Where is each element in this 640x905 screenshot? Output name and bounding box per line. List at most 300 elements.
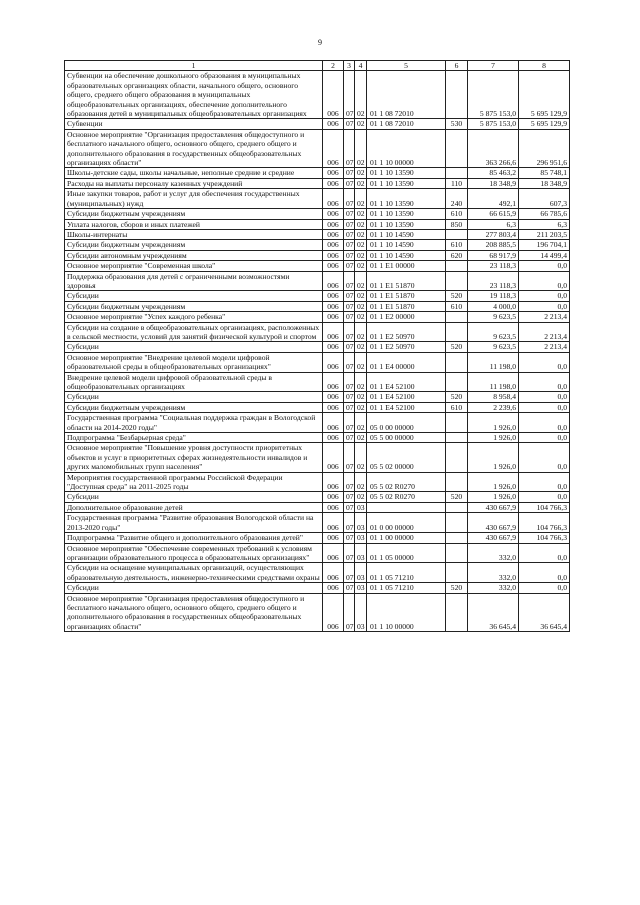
row-grbs-cell: 006 — [323, 219, 344, 229]
row-name-cell: Субвенции на обеспечение дошкольного образования в муниципальных образовательных организациях области, начального общего, основного общего, среднего общего образования в муниципальных общеобразовательных организациях, обеспечение дополнительного образования детей в муниципальных общеобразовательных организациях — [65, 71, 323, 119]
row-name-cell: Расходы на выплаты персоналу казенных учреждений — [65, 178, 323, 188]
row-name-cell: Субсидии автономным учреждениям — [65, 250, 323, 260]
row-amount-1-cell: 430 667,9 — [468, 533, 519, 543]
row-expense-type-cell — [446, 372, 468, 392]
row-target-article-cell: 01 1 E1 51870 — [367, 271, 446, 291]
row-expense-type-cell — [446, 513, 468, 533]
row-grbs-cell: 006 — [323, 322, 344, 342]
row-target-article-cell: 05 5 02 00000 — [367, 443, 446, 472]
row-amount-2-cell: 0,0 — [519, 543, 570, 563]
row-expense-type-cell — [446, 543, 468, 563]
row-grbs-cell: 006 — [323, 261, 344, 271]
row-name-cell: Поддержка образования для детей с ограниченными возможностями здоровья — [65, 271, 323, 291]
table-row — [65, 443, 570, 472]
row-section-cell: 07 — [344, 261, 355, 271]
row-target-article-cell: 01 1 10 14590 — [367, 240, 446, 250]
row-subsection-cell: 03 — [355, 593, 367, 632]
row-target-article-cell: 01 1 00 00000 — [367, 533, 446, 543]
row-amount-2-cell: 104 766,3 — [519, 533, 570, 543]
row-expense-type-cell: 520 — [446, 492, 468, 502]
row-target-article-cell: 01 0 00 00000 — [367, 513, 446, 533]
row-grbs-cell: 006 — [323, 129, 344, 168]
row-grbs-cell: 006 — [323, 502, 344, 512]
row-grbs-cell: 006 — [323, 119, 344, 129]
row-amount-1-cell: 68 917,9 — [468, 250, 519, 260]
table-row — [65, 189, 570, 209]
row-section-cell: 07 — [344, 593, 355, 632]
row-expense-type-cell: 610 — [446, 301, 468, 311]
row-name-cell: Субсидии — [65, 392, 323, 402]
row-subsection-cell: 02 — [355, 168, 367, 178]
row-expense-type-cell: 520 — [446, 583, 468, 593]
table-row — [65, 472, 570, 492]
row-amount-1-cell: 332,0 — [468, 563, 519, 583]
row-subsection-cell: 02 — [355, 443, 367, 472]
row-expense-type-cell — [446, 352, 468, 372]
row-amount-2-cell: 0,0 — [519, 563, 570, 583]
row-target-article-cell: 01 1 E1 51870 — [367, 301, 446, 311]
table-row — [65, 372, 570, 392]
row-expense-type-cell — [446, 71, 468, 119]
row-grbs-cell: 006 — [323, 543, 344, 563]
row-section-cell: 07 — [344, 402, 355, 412]
row-subsection-cell: 02 — [355, 433, 367, 443]
row-expense-type-cell — [446, 229, 468, 239]
row-target-article-cell: 01 1 E4 00000 — [367, 352, 446, 372]
row-amount-1-cell: 23 118,3 — [468, 271, 519, 291]
row-name-cell: Основное мероприятие "Внедрение целевой модели цифровой образовательной среды в общеобразовательных организациях" — [65, 352, 323, 372]
row-target-article-cell: 01 1 10 00000 — [367, 129, 446, 168]
row-amount-2-cell: 0,0 — [519, 492, 570, 502]
row-section-cell: 07 — [344, 271, 355, 291]
row-name-cell: Субсидии — [65, 492, 323, 502]
row-amount-1-cell: 9 623,5 — [468, 312, 519, 322]
row-expense-type-cell — [446, 443, 468, 472]
row-expense-type-cell: 240 — [446, 189, 468, 209]
row-section-cell: 07 — [344, 119, 355, 129]
row-amount-1-cell: 85 463,2 — [468, 168, 519, 178]
row-expense-type-cell — [446, 322, 468, 342]
row-target-article-cell: 05 5 02 R0270 — [367, 472, 446, 492]
row-amount-1-cell: 430 667,9 — [468, 513, 519, 533]
row-expense-type-cell — [446, 168, 468, 178]
row-subsection-cell: 02 — [355, 413, 367, 433]
row-amount-2-cell: 0,0 — [519, 472, 570, 492]
row-amount-1-cell: 11 198,0 — [468, 372, 519, 392]
row-grbs-cell: 006 — [323, 271, 344, 291]
table-row — [65, 240, 570, 250]
row-expense-type-cell — [446, 533, 468, 543]
header-cell: 1 — [65, 61, 323, 71]
row-amount-2-cell: 5 695 129,9 — [519, 119, 570, 129]
row-amount-2-cell: 607,3 — [519, 189, 570, 209]
row-section-cell: 07 — [344, 229, 355, 239]
row-grbs-cell: 006 — [323, 312, 344, 322]
row-amount-2-cell: 0,0 — [519, 372, 570, 392]
row-amount-1-cell: 332,0 — [468, 583, 519, 593]
row-grbs-cell: 006 — [323, 189, 344, 209]
row-section-cell: 07 — [344, 189, 355, 209]
row-target-article-cell: 01 1 05 71210 — [367, 563, 446, 583]
row-name-cell: Субсидии — [65, 291, 323, 301]
row-amount-1-cell: 11 198,0 — [468, 352, 519, 372]
row-amount-2-cell: 36 645,4 — [519, 593, 570, 632]
row-amount-1-cell: 277 803,4 — [468, 229, 519, 239]
row-amount-1-cell: 23 118,3 — [468, 261, 519, 271]
row-amount-2-cell: 104 766,3 — [519, 502, 570, 512]
header-cell: 8 — [519, 61, 570, 71]
row-section-cell: 07 — [344, 502, 355, 512]
table-row — [65, 352, 570, 372]
row-target-article-cell: 01 1 10 13590 — [367, 189, 446, 209]
table-row — [65, 71, 570, 119]
row-section-cell: 07 — [344, 240, 355, 250]
table-row — [65, 492, 570, 502]
row-expense-type-cell — [446, 271, 468, 291]
table-row — [65, 392, 570, 402]
row-amount-1-cell: 6,3 — [468, 219, 519, 229]
table-row — [65, 229, 570, 239]
row-subsection-cell: 02 — [355, 312, 367, 322]
row-amount-1-cell: 66 615,9 — [468, 209, 519, 219]
row-subsection-cell: 03 — [355, 513, 367, 533]
row-name-cell: Субсидии бюджетным учреждениям — [65, 209, 323, 219]
row-name-cell: Субсидии на создание в общеобразовательных организациях, расположенных в сельской местности, условий для занятий физической культурой и спортом — [65, 322, 323, 342]
row-expense-type-cell — [446, 129, 468, 168]
row-amount-2-cell: 2 213,4 — [519, 312, 570, 322]
row-target-article-cell: 01 1 E1 00000 — [367, 261, 446, 271]
row-target-article-cell: 01 1 05 71210 — [367, 583, 446, 593]
row-amount-2-cell: 0,0 — [519, 392, 570, 402]
row-target-article-cell: 01 1 E1 51870 — [367, 291, 446, 301]
row-amount-2-cell: 0,0 — [519, 443, 570, 472]
row-expense-type-cell: 610 — [446, 240, 468, 250]
row-grbs-cell: 006 — [323, 342, 344, 352]
table-row — [65, 301, 570, 311]
row-expense-type-cell: 850 — [446, 219, 468, 229]
row-name-cell: Основное мероприятие "Повышение уровня доступности приоритетных объектов и услуг в приоритетных сферах жизнедеятельности инвалидов и других маломобильных групп населения" — [65, 443, 323, 472]
row-section-cell: 07 — [344, 533, 355, 543]
budget-table — [64, 60, 570, 632]
row-amount-1-cell: 2 239,6 — [468, 402, 519, 412]
row-amount-2-cell: 196 704,1 — [519, 240, 570, 250]
row-subsection-cell: 02 — [355, 271, 367, 291]
row-expense-type-cell: 610 — [446, 402, 468, 412]
row-expense-type-cell: 620 — [446, 250, 468, 260]
row-subsection-cell: 02 — [355, 119, 367, 129]
row-expense-type-cell: 610 — [446, 209, 468, 219]
table-row — [65, 271, 570, 291]
row-name-cell: Подпрограмма "Безбарьерная среда" — [65, 433, 323, 443]
table-row — [65, 433, 570, 443]
table-row — [65, 219, 570, 229]
row-amount-1-cell: 363 266,6 — [468, 129, 519, 168]
row-amount-1-cell: 5 875 153,0 — [468, 119, 519, 129]
row-amount-1-cell: 9 623,5 — [468, 322, 519, 342]
row-expense-type-cell: 520 — [446, 291, 468, 301]
row-section-cell: 07 — [344, 392, 355, 402]
row-amount-2-cell: 2 213,4 — [519, 322, 570, 342]
row-name-cell: Уплата налогов, сборов и иных платежей — [65, 219, 323, 229]
row-target-article-cell — [367, 502, 446, 512]
row-section-cell: 07 — [344, 301, 355, 311]
row-grbs-cell: 006 — [323, 413, 344, 433]
row-subsection-cell: 02 — [355, 178, 367, 188]
row-name-cell: Субсидии на оснащение муниципальных организаций, осуществляющих образовательную деятельность, инженерно-техническими средствами охраны — [65, 563, 323, 583]
row-amount-1-cell: 1 926,0 — [468, 472, 519, 492]
row-target-article-cell: 01 1 08 72010 — [367, 119, 446, 129]
row-subsection-cell: 03 — [355, 502, 367, 512]
table-row — [65, 502, 570, 512]
row-target-article-cell: 01 1 10 00000 — [367, 593, 446, 632]
row-name-cell: Субсидии бюджетным учреждениям — [65, 301, 323, 311]
row-grbs-cell: 006 — [323, 593, 344, 632]
row-target-article-cell: 01 1 05 00000 — [367, 543, 446, 563]
row-target-article-cell: 01 1 E4 52100 — [367, 402, 446, 412]
row-name-cell: Основное мероприятие "Современная школа" — [65, 261, 323, 271]
row-subsection-cell: 02 — [355, 352, 367, 372]
row-name-cell: Субсидии — [65, 342, 323, 352]
header-cell: 7 — [468, 61, 519, 71]
row-amount-1-cell: 1 926,0 — [468, 433, 519, 443]
row-section-cell: 07 — [344, 492, 355, 502]
row-name-cell: Иные закупки товаров, работ и услуг для обеспечения государственных (муниципальных) нужд — [65, 189, 323, 209]
row-section-cell: 07 — [344, 250, 355, 260]
row-amount-1-cell: 1 926,0 — [468, 413, 519, 433]
row-amount-1-cell: 9 623,5 — [468, 342, 519, 352]
row-target-article-cell: 01 1 10 13590 — [367, 168, 446, 178]
row-section-cell: 07 — [344, 291, 355, 301]
row-grbs-cell: 006 — [323, 563, 344, 583]
row-grbs-cell: 006 — [323, 178, 344, 188]
table-row — [65, 563, 570, 583]
row-name-cell: Дополнительное образование детей — [65, 502, 323, 512]
row-expense-type-cell — [446, 312, 468, 322]
row-section-cell: 07 — [344, 472, 355, 492]
row-expense-type-cell — [446, 413, 468, 433]
row-subsection-cell: 02 — [355, 322, 367, 342]
row-target-article-cell: 01 1 E4 52100 — [367, 392, 446, 402]
row-amount-2-cell: 18 348,9 — [519, 178, 570, 188]
row-amount-1-cell: 19 118,3 — [468, 291, 519, 301]
row-target-article-cell: 05 5 02 R0270 — [367, 492, 446, 502]
row-section-cell: 07 — [344, 583, 355, 593]
row-amount-2-cell: 0,0 — [519, 261, 570, 271]
table-row — [65, 178, 570, 188]
row-name-cell: Школы-детские сады, школы начальные, неполные средние и средние — [65, 168, 323, 178]
row-subsection-cell: 02 — [355, 301, 367, 311]
table-row — [65, 209, 570, 219]
row-amount-2-cell: 5 695 129,9 — [519, 71, 570, 119]
row-grbs-cell: 006 — [323, 402, 344, 412]
table-row — [65, 250, 570, 260]
row-section-cell: 07 — [344, 168, 355, 178]
row-name-cell: Государственная программа "Социальная поддержка граждан в Вологодской области на 2014-2020 годы" — [65, 413, 323, 433]
row-target-article-cell: 01 1 10 13590 — [367, 178, 446, 188]
row-section-cell: 07 — [344, 433, 355, 443]
row-amount-1-cell: 18 348,9 — [468, 178, 519, 188]
row-name-cell: Мероприятия государственной программы Российской Федерации "Доступная среда" на 2011-2025 годы — [65, 472, 323, 492]
row-expense-type-cell: 520 — [446, 342, 468, 352]
row-name-cell: Субвенции — [65, 119, 323, 129]
row-amount-2-cell: 211 203,5 — [519, 229, 570, 239]
row-grbs-cell: 006 — [323, 433, 344, 443]
row-subsection-cell: 02 — [355, 261, 367, 271]
table-row — [65, 593, 570, 632]
row-grbs-cell: 006 — [323, 168, 344, 178]
row-target-article-cell: 01 1 08 72010 — [367, 71, 446, 119]
row-target-article-cell: 05 5 00 00000 — [367, 433, 446, 443]
row-amount-2-cell: 66 785,6 — [519, 209, 570, 219]
row-section-cell: 07 — [344, 129, 355, 168]
row-name-cell: Подпрограмма "Развитие общего и дополнительного образования детей" — [65, 533, 323, 543]
row-grbs-cell: 006 — [323, 291, 344, 301]
row-grbs-cell: 006 — [323, 209, 344, 219]
row-subsection-cell: 02 — [355, 472, 367, 492]
row-name-cell: Субсидии — [65, 583, 323, 593]
row-name-cell: Внедрение целевой модели цифровой образовательной среды в общеобразовательных организациях — [65, 372, 323, 392]
row-amount-1-cell: 4 000,0 — [468, 301, 519, 311]
row-amount-1-cell: 5 875 153,0 — [468, 71, 519, 119]
row-amount-2-cell: 6,3 — [519, 219, 570, 229]
row-amount-1-cell: 430 667,9 — [468, 502, 519, 512]
row-subsection-cell: 02 — [355, 71, 367, 119]
row-grbs-cell: 006 — [323, 372, 344, 392]
row-grbs-cell: 006 — [323, 443, 344, 472]
row-subsection-cell: 02 — [355, 189, 367, 209]
row-section-cell: 07 — [344, 219, 355, 229]
table-row — [65, 168, 570, 178]
table-row — [65, 533, 570, 543]
row-target-article-cell: 01 1 10 13590 — [367, 219, 446, 229]
row-expense-type-cell — [446, 261, 468, 271]
row-section-cell: 07 — [344, 322, 355, 342]
row-target-article-cell: 01 1 E2 00000 — [367, 312, 446, 322]
row-amount-2-cell: 85 748,1 — [519, 168, 570, 178]
row-name-cell: Основное мероприятие "Организация предоставления общедоступного и бесплатного начального общего, основного общего, среднего общего и дополнительного образования в государственных общеобразовательных организациях области" — [65, 129, 323, 168]
row-amount-1-cell: 492,1 — [468, 189, 519, 209]
table-header-row — [65, 61, 570, 71]
table-row — [65, 312, 570, 322]
row-expense-type-cell — [446, 563, 468, 583]
row-grbs-cell: 006 — [323, 229, 344, 239]
row-subsection-cell: 02 — [355, 209, 367, 219]
row-amount-2-cell: 0,0 — [519, 583, 570, 593]
row-subsection-cell: 03 — [355, 543, 367, 563]
row-name-cell: Основное мероприятие "Обеспечение современных требований к условиям организации образовательного процесса в образовательных организациях" — [65, 543, 323, 563]
row-expense-type-cell — [446, 593, 468, 632]
row-section-cell: 07 — [344, 372, 355, 392]
table-row — [65, 342, 570, 352]
row-amount-2-cell: 2 213,4 — [519, 342, 570, 352]
row-section-cell: 07 — [344, 209, 355, 219]
table-row — [65, 413, 570, 433]
row-amount-1-cell: 36 645,4 — [468, 593, 519, 632]
row-subsection-cell: 02 — [355, 240, 367, 250]
row-expense-type-cell: 110 — [446, 178, 468, 188]
table-row — [65, 291, 570, 301]
row-subsection-cell: 03 — [355, 583, 367, 593]
header-cell: 6 — [446, 61, 468, 71]
row-name-cell: Государственная программа "Развитие образования Вологодской области на 2013-2020 годы" — [65, 513, 323, 533]
header-cell: 3 — [344, 61, 355, 71]
row-expense-type-cell: 520 — [446, 392, 468, 402]
row-subsection-cell: 03 — [355, 533, 367, 543]
row-amount-1-cell: 1 926,0 — [468, 492, 519, 502]
row-subsection-cell: 02 — [355, 392, 367, 402]
row-subsection-cell: 02 — [355, 291, 367, 301]
row-target-article-cell: 01 1 10 14590 — [367, 250, 446, 260]
row-grbs-cell: 006 — [323, 352, 344, 372]
row-target-article-cell: 01 1 E4 52100 — [367, 372, 446, 392]
row-amount-2-cell: 0,0 — [519, 271, 570, 291]
row-target-article-cell: 01 1 10 13590 — [367, 209, 446, 219]
row-target-article-cell: 01 1 10 14590 — [367, 229, 446, 239]
row-expense-type-cell — [446, 502, 468, 512]
row-subsection-cell: 02 — [355, 492, 367, 502]
row-amount-2-cell: 104 766,3 — [519, 513, 570, 533]
row-amount-2-cell: 0,0 — [519, 301, 570, 311]
row-section-cell: 07 — [344, 312, 355, 322]
row-section-cell: 07 — [344, 413, 355, 433]
row-name-cell: Основное мероприятие "Успех каждого ребенка" — [65, 312, 323, 322]
row-section-cell: 07 — [344, 543, 355, 563]
row-section-cell: 07 — [344, 443, 355, 472]
row-amount-2-cell: 0,0 — [519, 402, 570, 412]
row-expense-type-cell — [446, 472, 468, 492]
table-row — [65, 513, 570, 533]
row-name-cell: Субсидии бюджетным учреждениям — [65, 402, 323, 412]
row-amount-2-cell: 0,0 — [519, 352, 570, 372]
row-grbs-cell: 006 — [323, 492, 344, 502]
row-subsection-cell: 02 — [355, 229, 367, 239]
row-grbs-cell: 006 — [323, 240, 344, 250]
row-target-article-cell: 01 1 E2 50970 — [367, 322, 446, 342]
row-amount-2-cell: 0,0 — [519, 433, 570, 443]
row-target-article-cell: 01 1 E2 50970 — [367, 342, 446, 352]
table-row — [65, 583, 570, 593]
row-grbs-cell: 006 — [323, 392, 344, 402]
header-cell: 5 — [367, 61, 446, 71]
row-amount-1-cell: 208 885,5 — [468, 240, 519, 250]
row-name-cell: Основное мероприятие "Организация предоставления общедоступного и бесплатного начального общего, основного общего, среднего общего и дополнительного образования в государственных общеобразовательных организациях области" — [65, 593, 323, 632]
row-grbs-cell: 006 — [323, 71, 344, 119]
row-subsection-cell: 02 — [355, 129, 367, 168]
header-cell: 2 — [323, 61, 344, 71]
row-subsection-cell: 02 — [355, 342, 367, 352]
row-grbs-cell: 006 — [323, 301, 344, 311]
row-amount-2-cell: 14 499,4 — [519, 250, 570, 260]
row-amount-2-cell: 0,0 — [519, 413, 570, 433]
table-row — [65, 402, 570, 412]
row-amount-2-cell: 0,0 — [519, 291, 570, 301]
row-section-cell: 07 — [344, 352, 355, 372]
table-row — [65, 322, 570, 342]
row-subsection-cell: 03 — [355, 563, 367, 583]
row-subsection-cell: 02 — [355, 250, 367, 260]
row-subsection-cell: 02 — [355, 402, 367, 412]
row-amount-1-cell: 332,0 — [468, 543, 519, 563]
row-section-cell: 07 — [344, 71, 355, 119]
row-amount-2-cell: 296 951,6 — [519, 129, 570, 168]
table-row — [65, 129, 570, 168]
row-amount-1-cell: 8 958,4 — [468, 392, 519, 402]
table-row — [65, 543, 570, 563]
table-row — [65, 119, 570, 129]
row-name-cell: Школы-интернаты — [65, 229, 323, 239]
row-grbs-cell: 006 — [323, 250, 344, 260]
header-cell: 4 — [355, 61, 367, 71]
